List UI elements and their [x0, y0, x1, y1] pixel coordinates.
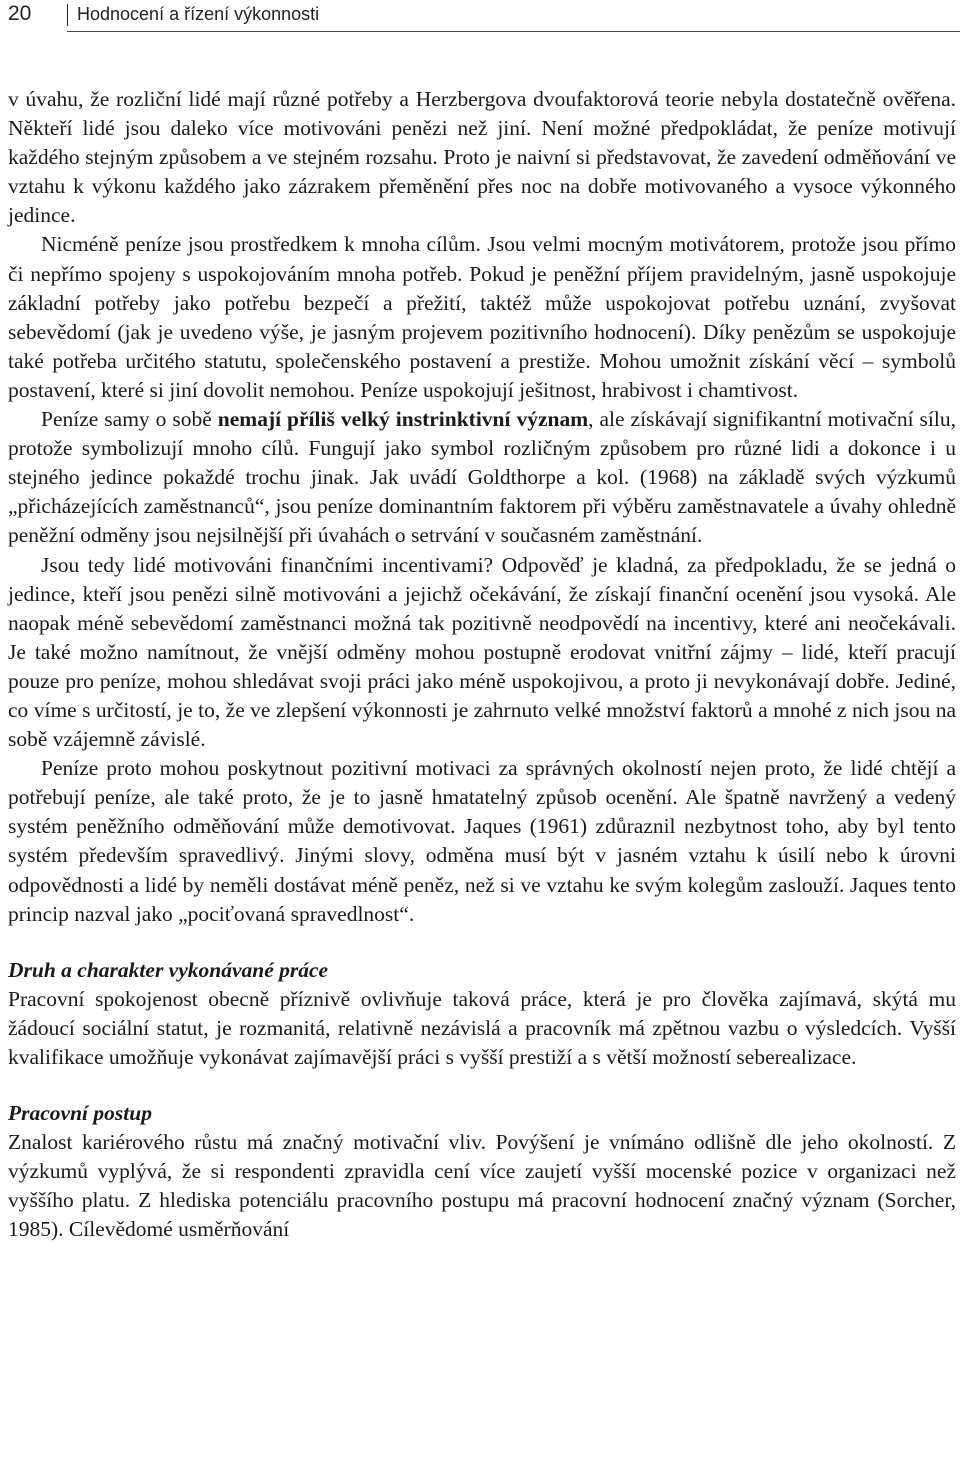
paragraph-7: Znalost kariérového růstu má značný motivační vliv. Povýšení je vnímáno odlišně dle jeho okolností. Z výzkumů vyplývá, že si respondenti zpravidla cení více zaujetí vyšší mocenské pozice v organizaci než vyššího platu. Z hlediska potenciálu pracovního postupu má pracovní hodnocení značný význam (Sorcher, 1985). Cílevědomé usměrňování — [8, 1130, 956, 1242]
page-number: 20 — [8, 2, 32, 25]
header-separator — [67, 4, 68, 26]
section-spacer — [8, 929, 956, 956]
paragraph-3-start: Peníze samy o sobě — [41, 407, 218, 432]
section-spacer — [8, 1072, 956, 1099]
page-body — [8, 85, 956, 1244]
paragraph-3-end: , ale získávají signifikantní motivační sílu, protože symbolizují mnoho cílů. Fungují jako symbol rozličným způsobem pro různé lidi a dokonce i u stejného jedince pokaždé trochu jinak. Jak uvádí Goldthorpe a kol. (1968) na základě svých výzkumů „přicházejících zaměstnanců“, jsou peníze dominantním faktorem při výběru zaměstnavatele a úvahy ohledně peněžní odměny jsou nejsilnější při úvahách o setrvání v současném zaměstnání. — [8, 407, 956, 548]
paragraph-3 — [8, 405, 956, 550]
header-rule — [67, 31, 960, 32]
page-header — [0, 0, 960, 40]
section-heading-career: Pracovní postup — [8, 1101, 152, 1125]
bold-emphasis: nemají příliš velký instrinktivní význam — [217, 407, 589, 432]
paragraph-5: Peníze proto mohou poskytnout pozitivní motivaci za správných okolností nejen proto, že lidé chtějí a potřebují peníze, ale také proto, že je to jasně hmatatelný způsob ocenění. Ale špatně navržený a vedený systém peněžního odměňování může demotivovat. Jaques (1961) zdůraznil nezbytnost toho, aby byl tento systém především spravedlivý. Jinými slovy, odměna musí být v jasném vztahu k úsilí nebo k úrovni odpovědnosti a lidé by neměli dostávat méně peněz, než si ve vztahu ke svým kolegům zaslouží. Jaques tento princip nazval jako „pociťovaná spravedlnost“. — [8, 756, 956, 926]
paragraph-2: Nicméně peníze jsou prostředkem k mnoha cílům. Jsou velmi mocným motivátorem, protože jsou přímo či nepřímo spojeny s uspokojováním mnoha potřeb. Pokud je peněžní příjem pravidelným, jasně uspokojuje základní potřeby jako potřebu bezpečí a přežití, taktéž může uspokojovat potřebu uznání, zvyšovat sebevědomí (jak je uvedeno výše, je jasným projevem pozitivního hodnocení). Díky penězům se uspokojuje také potřeba určitého statutu, společenského postavení a prestiže. Mohou umožnit získání věcí – symbolů postavení, které si jiní dovolit nemohou. Peníze uspokojují ješitnost, hrabivost i chamtivost. — [8, 232, 956, 402]
paragraph-4: Jsou tedy lidé motivováni finančními incentivami? Odpověď je kladná, za předpokladu, že se jedná o jedince, kteří jsou penězi silně motivováni a jejichž očekávání, že získají finanční ocenění jsou vysoká. Ale naopak méně sebevědomí zaměstnanci možná tak pozitivně neodpovědí na incentivy, které ani neočekávali. Je také možno namítnout, že vnější odměny mohou postupně erodovat vnitřní zájmy – lidé, kteří pracují pouze pro peníze, mohou shledávat svoji práci jako méně uspokojivou, a proto ji nevykonávají dobře. Jediné, co víme s určitostí, je to, že ve zlepšení výkonnosti je zahrnuto velké množství faktorů a mnohé z nich jsou na sobě vzájemně závislé. — [8, 552, 956, 752]
paragraph-1: v úvahu, že rozliční lidé mají různé potřeby a Herzbergova dvoufaktorová teorie nebyla dostatečně ověřena. Někteří lidé jsou daleko více motivováni penězi než jiní. Není možné předpokládat, že peníze motivují každého stejným způsobem a ve stejném rozsahu. Proto je naivní si představovat, že zavedení odměňování ve vztahu k výkonu každého jako zázrakem přeměnění přes noc na dobře motivovaného a vysoce výkonného jedince. — [8, 87, 956, 228]
section-heading-work-type: Druh a charakter vykonávané práce — [8, 957, 329, 982]
paragraph-6: Pracovní spokojenost obecně příznivě ovlivňuje taková práce, která je pro člověka zajímavá, skýtá mu žádoucí sociální statut, je rozmanitá, relativně nezávislá a pracovník má zpětnou vazbu o výsledcích. Vyšší kvalifikace umožňuje vykonávat zajímavější práci s vyšší prestiží a s větší možností seberealizace. — [8, 986, 956, 1069]
running-title: Hodnocení a řízení výkonnosti — [77, 4, 320, 24]
